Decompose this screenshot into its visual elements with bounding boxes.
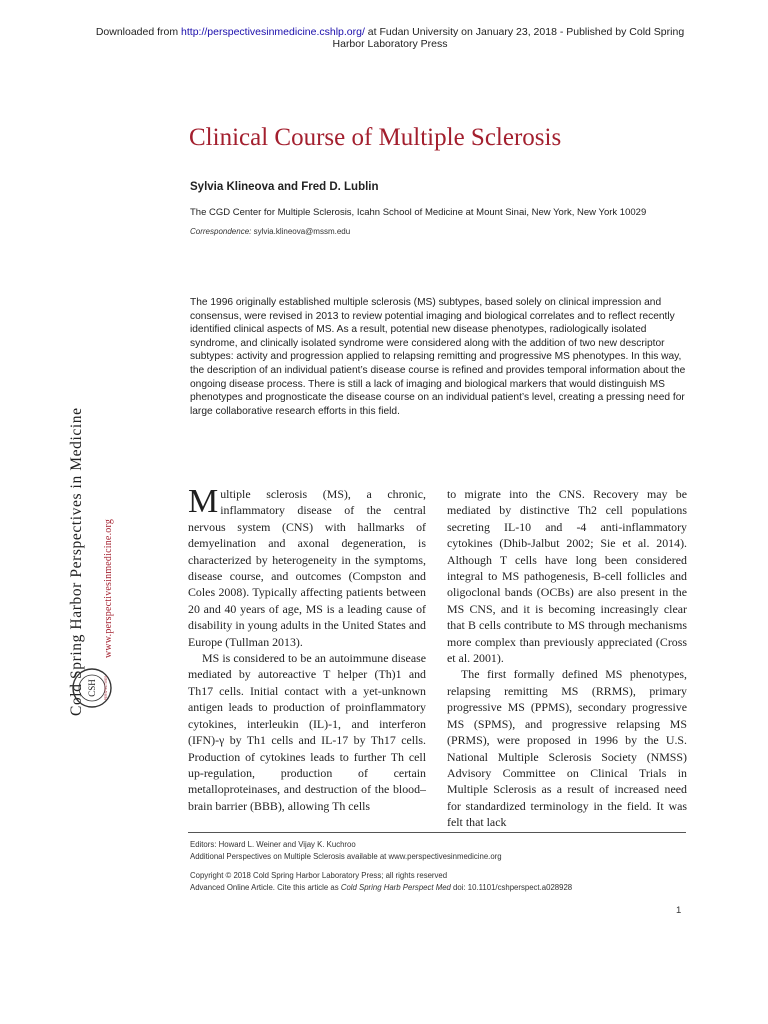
download-suffix: at Fudan University on January 23, 2018 - Published by Cold Spring [364, 26, 685, 38]
abstract [190, 296, 688, 418]
download-prefix: Downloaded from [95, 26, 182, 38]
body-paragraph: to migrate into the CNS. Recovery may be mediated by distinctive Th2 cell populations secreting IL-10 and -4 anti-inflammatory cytokines (Dhib-Jalbut 2002; Sie et al. 2014). Although T cells have long been considered integral to MS pathogenesis, B-cell follicles and oligoclonal bands (OCBs) are also present in the MS CNS, and it is becoming increasingly clear that B cells contribute to MS through mechanisms more complex than previously appreciated (Cross et al. 2001). [447, 487, 687, 666]
footnote-editors: Editors: Howard L. Weiner and Vijay K. Kuchroo [190, 840, 356, 849]
article-affiliation: The CGD Center for Multiple Sclerosis, Icahn School of Medicine at Mount Sinai, New York, New York 10029 [190, 207, 647, 218]
footnote-citation [190, 882, 690, 894]
body-column-2 [447, 486, 687, 831]
csh-logo-icon [70, 666, 114, 710]
footnote-divider [188, 832, 686, 833]
footnote-copyright: Copyright © 2018 Cold Spring Harbor Laboratory Press; all rights reserved [190, 870, 448, 880]
journal-name: Cold Spring Harbor Perspectives in Medicine [68, 407, 85, 716]
paragraph-text: ultiple sclerosis (MS), a chronic, inflammatory disease of the central nervous system (CNS) with hallmarks of demyelination and axonal degeneration, is characterized by heterogeneity in the symptoms, disease course, and outcomes (Compston and Coles 2008). Typically affecting patients between 20 and 40 years of age, MS is a leading cause of disability in young adults in the United States and Europe (Tullman 2013). [188, 487, 426, 649]
body-paragraph [188, 483, 426, 650]
correspondence-label: Correspondence: [190, 227, 252, 236]
body-paragraph: The first formally defined MS phenotypes, relapsing remitting MS (RRMS), primary progressive MS (PPMS), secondary progressive MS (SPMS), and progressive relapsing MS (PRMS), were proposed in 1996 by the U.S. National Multiple Sclerosis Society (NMSS) Advisory Committee on Clinical Trials in Multiple Sclerosis as a result of increased need for standardized terminology in the field. It was felt that lack [447, 667, 687, 830]
article-title: Clinical Course of Multiple Sclerosis [189, 124, 562, 151]
logo-subtext: PERSPECTIVES [104, 675, 108, 701]
footnote-additional: Additional Perspectives on Multiple Sclerosis available at www.perspectivesinmedicine.org [190, 852, 502, 862]
citation-journal: Cold Spring Harb Perspect Med [340, 883, 451, 893]
page-number: 1 [676, 905, 682, 916]
correspondence [190, 227, 350, 236]
download-source-link[interactable]: http://perspectivesinmedicine.cshlp.org/ [181, 26, 365, 38]
correspondence-email[interactable]: sylvia.klineova@mssm.edu [251, 227, 351, 236]
citation-doi: doi: 10.1101/cshperspect.a028928 [450, 883, 573, 893]
article-authors: Sylvia Klineova and Fred D. Lublin [190, 181, 379, 193]
logo-text: CSH [87, 679, 97, 697]
abstract-text: The 1996 originally established multiple sclerosis (MS) subtypes, based solely on clinical impression and consensus, were revised in 2013 to review potential imaging and biological correlates and to reflect recently identified clinical aspects of MS. As a result, potential new disease phenotypes, radiologically isolated syndrome, and clinically isolated syndrome were considered along with the addition of two new descriptor subtypes: activity and progression applied to relapsing remitting and progressive MS phenotypes. In this way, the description of an individual patient’s disease course is refined and provides temporal information about the ongoing disease process. There is still a lack of imaging and biological markers that would distinguish MS phenotypes and prognosticate the disease course on an individual patient’s level, creating a pressing need for large collaborative research efforts in this field. [190, 297, 686, 417]
journal-url[interactable]: www.perspectivesinmedicine.org [103, 518, 114, 658]
body-column-1 [188, 483, 426, 814]
footnotes [190, 839, 690, 895]
body-paragraph: MS is considered to be an autoimmune disease mediated by autoreactive T helper (Th)1 and Th17 cells. Initial contact with a yet-unknown antigen leads to production of proinflammatory cytokines, interleukin (IL)-1, and interferon (IFN)-γ by Th1 cells and IL-17 by Th17 cells. Production of cytokines leads to further Th cell up-regulation, production of certain metalloproteinases, and destruction of the blood–brain barrier (BBB), allowing Th cells [188, 651, 426, 813]
drop-cap: M [188, 483, 219, 520]
download-notice [90, 26, 690, 50]
download-publisher: Harbor Laboratory Press [332, 38, 448, 50]
citation-prefix: Advanced Online Article. Cite this article as [190, 883, 341, 893]
